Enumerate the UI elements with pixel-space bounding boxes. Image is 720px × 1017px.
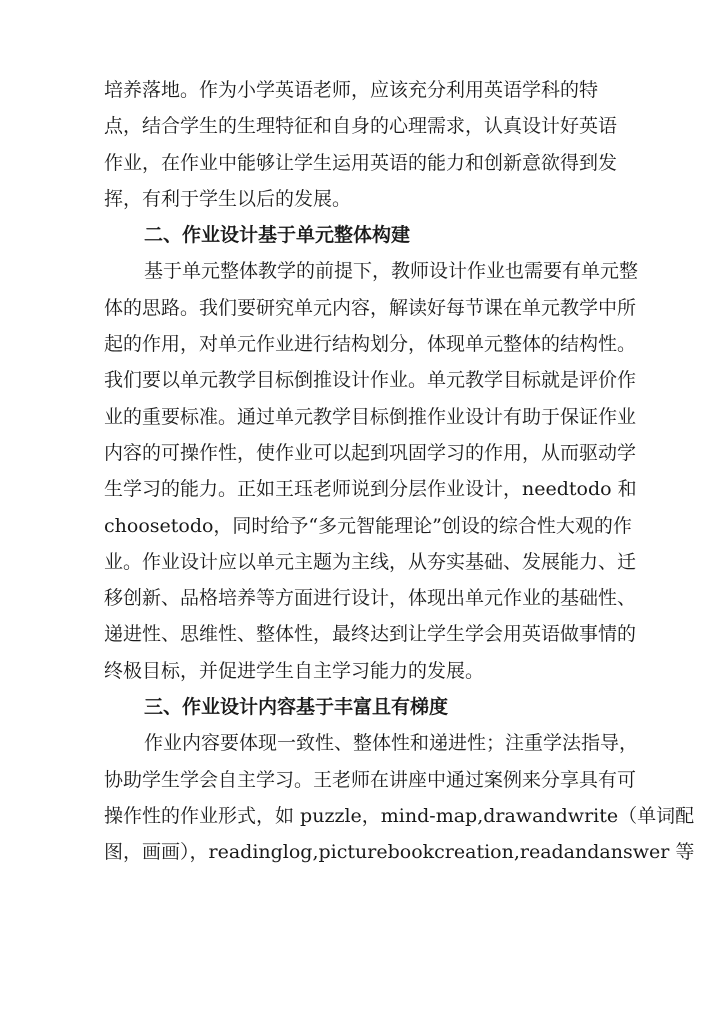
text-line: 业的重要标准。通过单元教学目标倒推作业设计有助于保证作业 — [104, 405, 637, 428]
text-line: 终极目标，并促进学生自主学习能力的发展。 — [104, 659, 485, 682]
text-line: 我们要以单元教学目标倒推设计作业。单元教学目标就是评价作 — [104, 369, 637, 392]
text-line: 操作性的作业形式，如 puzzle，mind-map,drawandwrite（单词配 — [104, 804, 695, 827]
text-line: 培养落地。作为小学英语老师，应该充分利用英语学科的特 — [104, 79, 599, 101]
paragraph-first-line: 基于单元整体教学的前提下，教师设计作业也需要有单元整 — [144, 260, 639, 283]
text-line: 点，结合学生的生理特征和自身的心理需求，认真设计好英语 — [104, 115, 618, 138]
text-line: choosetodo，同时给予“多元智能理论”创设的综合性大观的作 — [104, 514, 632, 537]
text-line: 移创新、品格培养等方面进行设计，体现出单元作业的基础性、 — [104, 587, 637, 610]
text-line: 生学习的能力。正如王珏老师说到分层作业设计，needtodo 和 — [104, 478, 637, 501]
text-line: 挥，有利于学生以后的发展。 — [104, 187, 352, 210]
text-line: 递进性、思维性、整体性，最终达到让学生学会用英语做事情的 — [104, 623, 637, 646]
section-heading: 三、作业设计内容基于丰富且有梯度 — [144, 696, 449, 719]
text-line: 图，画画），readinglog,picturebookcreation,readandanswer 等 — [104, 841, 695, 864]
text-line: 协助学生学会自主学习。王老师在讲座中通过案例来分享具有可 — [104, 768, 637, 791]
text-line: 体的思路。我们要研究单元内容，解读好每节课在单元教学中所 — [104, 296, 637, 319]
text-line: 内容的可操作性，使作业可以起到巩固学习的作用，从而驱动学 — [104, 441, 637, 464]
text-line: 起的作用，对单元作业进行结构划分，体现单元整体的结构性。 — [104, 333, 637, 356]
paragraph-first-line: 作业内容要体现一致性、整体性和递进性；注重学法指导， — [144, 732, 639, 755]
text-line: 业。作业设计应以单元主题为主线，从夯实基础、发展能力、迁 — [104, 550, 637, 573]
document-page — [104, 72, 695, 871]
text-line: 作业，在作业中能够让学生运用英语的能力和创新意欲得到发 — [104, 151, 618, 174]
section-heading: 二、作业设计基于单元整体构建 — [144, 224, 411, 247]
